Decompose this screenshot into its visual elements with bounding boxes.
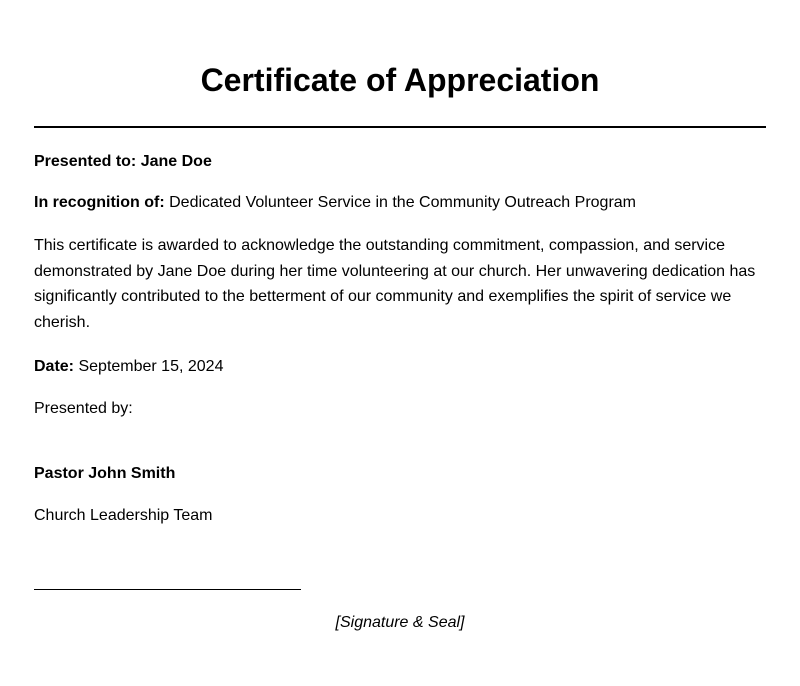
presenter-name: Pastor John Smith (34, 465, 176, 482)
signature-line (34, 589, 301, 590)
presenter-group: Church Leadership Team (34, 507, 213, 524)
recognition-label: In recognition of: (34, 194, 165, 211)
recognition-value: Dedicated Volunteer Service in the Community Outreach Program (169, 194, 636, 211)
date-label: Date: (34, 358, 75, 375)
presented-by-label: Presented by: (34, 400, 133, 417)
certificate-body-text: This certificate is awarded to acknowledge the outstanding commitment, compassion, and service demonstrated by Jane Doe during her time volunteering at our church. Her unwavering dedication has significantly contributed to the betterment of our community and exemplifies the spirit of service we cherish. (34, 237, 756, 331)
presented-to-label: Presented to: (34, 153, 137, 170)
presented-to-line (34, 152, 766, 172)
title-divider (34, 126, 766, 128)
recipient-name: Jane Doe (140, 153, 212, 170)
certificate-title: Certificate of Appreciation (200, 62, 600, 98)
date-value: September 15, 2024 (78, 358, 224, 375)
signature-seal-note: [Signature & Seal] (335, 614, 465, 631)
date-line (34, 357, 766, 377)
recognition-line (34, 193, 766, 213)
